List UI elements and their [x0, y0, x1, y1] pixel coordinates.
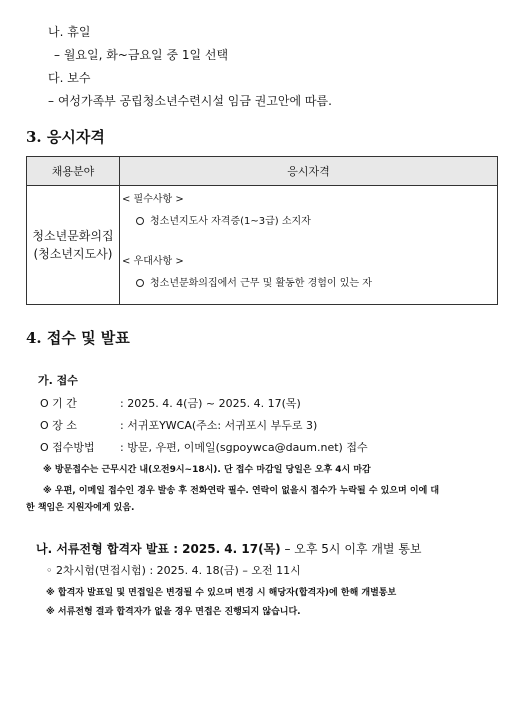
- holiday-title: 나. 휴일: [48, 25, 91, 39]
- circle-bullet-icon: [136, 217, 144, 225]
- method-value: : 방문, 우편, 이메일(sgpoywca@daum.net) 접수: [120, 441, 368, 454]
- period-value: : 2025. 4. 4(금) ~ 2025. 4. 17(목): [120, 397, 301, 410]
- preferred-title: < 우대사항 >: [122, 256, 184, 267]
- period-label: O 기 간: [40, 397, 77, 410]
- qualification-table: [26, 156, 498, 305]
- subA-note2-line2: 한 책임은 지원자에게 있음.: [26, 503, 135, 513]
- section3-title: 3. 응시자격: [26, 128, 105, 146]
- subA-note1: ※ 방문접수는 근무시간 내(오전9시~18시). 단 접수 마감일 당일은 오후 4시 마감: [43, 465, 371, 475]
- subB-title-bold: 나. 서류전형 합격자 발표 : 2025. 4. 17(목): [36, 542, 281, 556]
- table-header-row: [27, 157, 498, 186]
- table-row: [27, 186, 498, 305]
- method-label: O 접수방법: [40, 441, 95, 454]
- interview-info: ◦ 2차시험(면접시험) : 2025. 4. 18(금) – 오전 11시: [46, 564, 301, 577]
- subA-title: 가. 접수: [38, 374, 78, 387]
- field-line2: (청소년지도사): [33, 247, 113, 261]
- required-title: < 필수사항 >: [122, 194, 184, 205]
- header-qualification: 응시자격: [120, 157, 498, 186]
- subB-note1: ※ 합격자 발표일 및 면접일은 변경될 수 있으며 변경 시 해당자(합격자)에 한해 개별통보: [46, 588, 397, 598]
- holiday-text: – 월요일, 화~금요일 중 1일 선택: [54, 48, 229, 62]
- place-value: : 서귀포YWCA(주소: 서귀포시 부두로 3): [120, 419, 318, 432]
- subB-note2: ※ 서류전형 결과 합격자가 없을 경우 면접은 진행되지 않습니다.: [46, 607, 301, 617]
- subB-title: [36, 540, 422, 557]
- required-item: [136, 212, 311, 227]
- preferred-item: [136, 274, 372, 289]
- subA-note2-line1: ※ 우편, 이메일 접수인 경우 발송 후 전화연락 필수. 연락이 없을시 접수가 누락될 수 있으며 이에 대: [43, 486, 440, 496]
- subB-title-rest: – 오후 5시 이후 개별 통보: [280, 542, 422, 556]
- section4-title: 4. 접수 및 발표: [26, 329, 130, 347]
- required-item-text: 청소년지도사 자격증(1~3급) 소지자: [150, 216, 311, 227]
- circle-bullet-icon: [136, 279, 144, 287]
- pay-text: – 여성가족부 공립청소년수련시설 임금 권고안에 따름.: [48, 94, 332, 108]
- header-field: 채용분야: [27, 157, 120, 186]
- detail-cell: [120, 186, 498, 305]
- preferred-item-text: 청소년문화의집에서 근무 및 활동한 경험이 있는 자: [150, 278, 372, 289]
- pay-title: 다. 보수: [48, 71, 91, 85]
- field-line1: 청소년문화의집: [32, 229, 114, 243]
- field-cell: [27, 186, 120, 305]
- place-label: O 장 소: [40, 419, 77, 432]
